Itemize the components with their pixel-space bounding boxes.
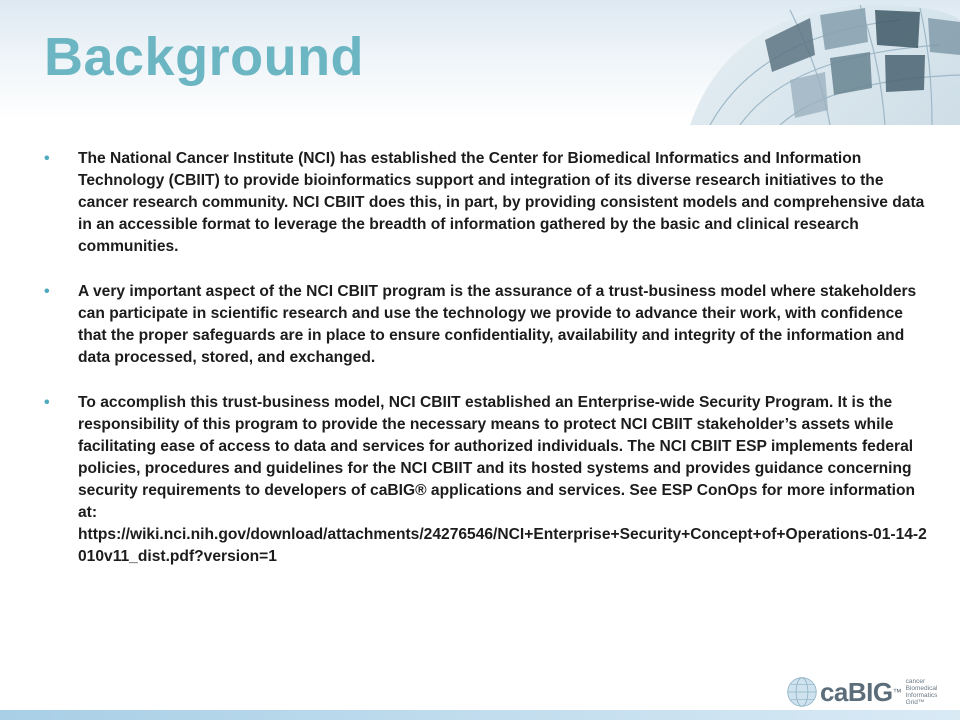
bullet-marker: • xyxy=(44,150,50,167)
logo-trademark: ™ xyxy=(892,687,902,697)
bullet-item xyxy=(44,281,929,369)
slide-title: Background xyxy=(44,27,365,87)
bullet-text: The National Cancer Institute (NCI) has established the Center for Biomedical Informatics and Information Technology (CBIIT) to provide bioinformatics support and integration of its diverse research initiatives to the cancer research community. NCI CBIIT does this, in part, by providing consistent models and comprehensive data in an accessible format to leverage the breadth of information gathered by the basic and clinical research communities. xyxy=(78,150,925,255)
bullet-text: A very important aspect of the NCI CBIIT program is the assurance of a trust-business model where stakeholders can participate in scientific research and use the technology we provide to advance their work, with confidence that the proper safeguards are in place to ensure confidentiality, availability and integrity of the information and data processed, stored, and exchanged. xyxy=(78,283,917,366)
espconops-link[interactable]: https://wiki.nci.nih.gov/download/attachments/24276546/NCI+Enterprise+Security+Concept+of+Operations-01-14-2010v11_dist.pdf?version=1 xyxy=(78,526,927,565)
bullet-marker: • xyxy=(44,283,50,300)
bullet-text: To accomplish this trust-business model, NCI CBIIT established an Enterprise-wide Security Program. It is the responsibility of this program to provide the necessary means to protect NCI CBIIT stakeholder’s assets while facilitating ease of access to data and services for authorized individuals. The NCI CBIIT ESP implements federal policies, procedures and guidelines for the NCI CBIIT and its hosted systems and provides guidance concerning security requirements to developers of caBIG® applications and services. See ESP ConOps for more information at: xyxy=(78,394,916,521)
bullet-item xyxy=(44,392,929,568)
globe-graphic-icon xyxy=(670,0,960,125)
bullet-item xyxy=(44,148,929,258)
bullet-marker: • xyxy=(44,394,50,411)
cabig-logo xyxy=(786,672,946,712)
logo-wordmark: caBIG xyxy=(819,676,893,707)
slide-content xyxy=(44,148,929,591)
logo-subtitle: cancer Biomedical Informatics Grid™ xyxy=(905,678,938,706)
footer-band xyxy=(0,710,960,720)
cabig-globe-icon xyxy=(786,673,818,711)
